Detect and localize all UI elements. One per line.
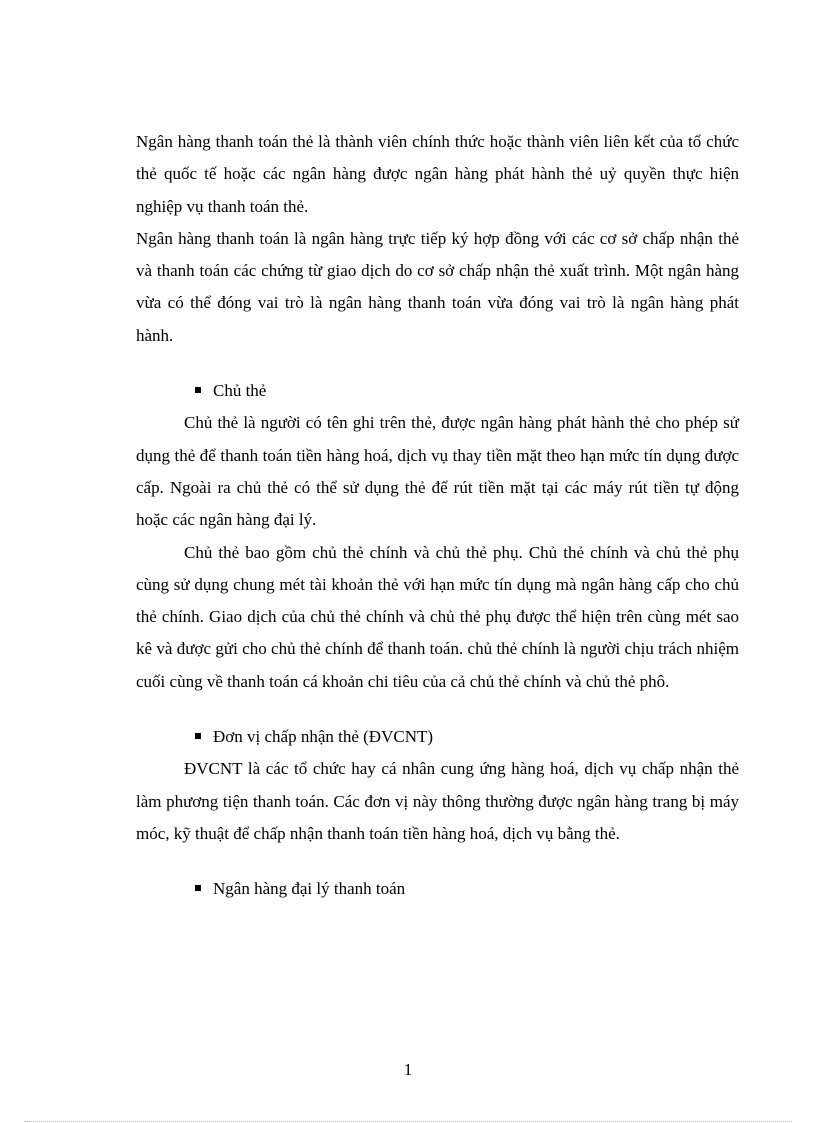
paragraph-cardholder-definition: Chủ thẻ là người có tên ghi trên thẻ, được ngân hàng phát hành thẻ cho phép sử dụng thẻ để thanh toán tiền hàng hoá, dịch vụ thay tiền mặt theo hạn mức tín dụng được cấp. Ngoài ra chủ thẻ có thể sử dụng thẻ để rút tiền mặt tại các máy rút tiền tự động hoặc các ngân hàng đại lý. xyxy=(136,413,739,530)
paragraph-acquiring-bank-definition: Ngân hàng thanh toán thẻ là thành viên chính thức hoặc thành viên liên kết của tổ chức thẻ quốc tế hoặc các ngân hàng được ngân hàng phát hành thẻ uỷ quyền thực hiện nghiệp vụ thanh toán thẻ. xyxy=(136,132,739,216)
paragraph-merchant-definition: ĐVCNT là các tổ chức hay cá nhân cung ứng hàng hoá, dịch vụ chấp nhận thẻ làm phương tiện thanh toán. Các đơn vị này thông thường được ngân hàng trang bị máy móc, kỹ thuật để chấp nhận thanh toán tiền hàng hoá, dịch vụ bằng thẻ. xyxy=(136,759,739,843)
page-body xyxy=(136,126,739,906)
heading-agent-bank xyxy=(136,873,739,905)
section-spacer xyxy=(136,352,739,375)
section-spacer xyxy=(136,850,739,873)
heading-cardholder xyxy=(136,375,739,407)
section-spacer xyxy=(136,698,739,721)
heading-merchant-label: Đơn vị chấp nhận thẻ (ĐVCNT) xyxy=(213,727,434,747)
page-bottom-divider xyxy=(24,1121,792,1122)
square-bullet-icon xyxy=(195,387,201,393)
heading-cardholder-label: Chủ thẻ xyxy=(213,381,267,401)
paragraph-cardholder-types: Chủ thẻ bao gồm chủ thẻ chính và chủ thẻ phụ. Chủ thẻ chính và chủ thẻ phụ cùng sử dụng chung mét tài khoản thẻ với hạn mức tín dụng mà ngân hàng cấp cho chủ thẻ chính. Giao dịch của chủ thẻ chính và chủ thẻ phụ được thể hiện trên cùng mét sao kê và được gửi cho chủ thẻ chính để thanh toán. chủ thẻ chính là người chịu trách nhiệm cuối cùng về thanh toán cá khoản chi tiêu của cả chủ thẻ chính và chủ thẻ phô. xyxy=(136,542,739,691)
square-bullet-icon xyxy=(195,733,201,739)
square-bullet-icon xyxy=(195,885,201,891)
heading-merchant xyxy=(136,721,739,753)
heading-agent-bank-label: Ngân hàng đại lý thanh toán xyxy=(213,879,406,899)
page-number: 1 xyxy=(403,1060,413,1079)
paragraph-acquiring-bank-role: Ngân hàng thanh toán là ngân hàng trực tiếp ký hợp đồng với các cơ sở chấp nhận thẻ và thanh toán các chứng từ giao dịch do cơ sở chấp nhận thẻ xuất trình. Một ngân hàng vừa có thể đóng vai trò là ngân hàng thanh toán vừa đóng vai trò là ngân hàng phát hành. xyxy=(136,228,739,345)
